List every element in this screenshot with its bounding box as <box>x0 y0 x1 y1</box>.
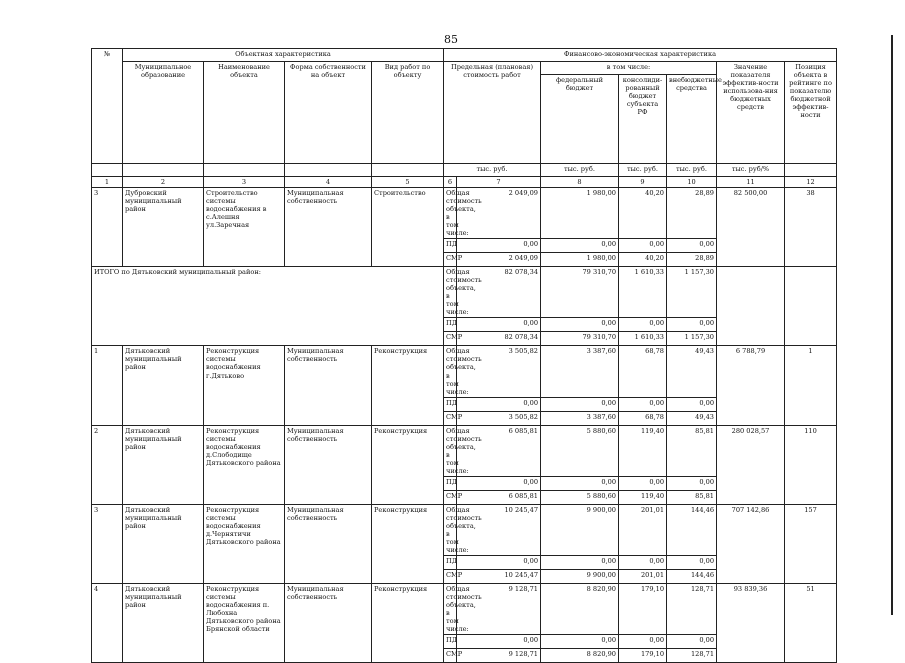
row-number: 2 <box>92 425 123 504</box>
row-object-name: Реконструкция системы водоснабжения г.Дятьково <box>204 346 285 425</box>
row-pd-value: 0,00 <box>541 239 619 253</box>
row-number: 4 <box>92 583 123 662</box>
row-label-smr: СМР <box>444 253 457 267</box>
row-label-smr: СМР <box>444 411 457 425</box>
row-number: 3 <box>92 504 123 583</box>
row-total-value: 201,01 <box>619 504 667 555</box>
unit-federal: тыс. руб. <box>541 164 619 177</box>
row-pd-value: 0,00 <box>667 239 717 253</box>
row-municipality: Дятьковский муниципальный район <box>123 425 204 504</box>
itogo-smr-value: 1 610,33 <box>619 332 667 346</box>
itogo-pd-value: 0,00 <box>541 318 619 332</box>
itogo-total-value: 82 078,34 <box>457 267 541 318</box>
itogo-smr-value: 82 078,34 <box>457 332 541 346</box>
row-pd-value: 0,00 <box>457 397 541 411</box>
row-pd-value: 0,00 <box>457 555 541 569</box>
row-label-total: Общая стоимость объекта, в том числе: <box>444 346 457 397</box>
row-smr-value: 3 505,82 <box>457 411 541 425</box>
row-pd-value: 0,00 <box>457 239 541 253</box>
row-total-value: 28,89 <box>667 188 717 239</box>
row-municipality: Дятьковский муниципальный район <box>123 504 204 583</box>
itogo-total-value: 1 610,33 <box>619 267 667 318</box>
row-work-type: Реконструкция <box>372 346 444 425</box>
row-label-total: Общая стоимость объекта, в том числе: <box>444 583 457 634</box>
header-extrabudget: внебюджетные средства <box>667 75 717 164</box>
row-smr-value: 128,71 <box>667 649 717 663</box>
row-work-type: Строительство <box>372 188 444 267</box>
row-rating: 157 <box>785 504 837 583</box>
row-efficiency: 707 142,86 <box>717 504 785 583</box>
itogo-smr-value: 1 157,30 <box>667 332 717 346</box>
row-pd-value: 0,00 <box>457 635 541 649</box>
col-number: 6 <box>444 177 457 188</box>
row-efficiency: 280 028,57 <box>717 425 785 504</box>
header-ownership: Форма собственности на объект <box>285 62 372 164</box>
row-object-name: Реконструкция системы водоснабжения п. Любохна Дятьковского района Брянской области <box>204 583 285 662</box>
row-label-total: Общая стоимость объекта, в том числе: <box>444 188 457 239</box>
row-pd-value: 0,00 <box>619 635 667 649</box>
row-object-name: Реконструкция системы водоснабжения д.Слободище Дятьковского района <box>204 425 285 504</box>
row-total-value: 3 387,60 <box>541 346 619 397</box>
row-smr-value: 85,81 <box>667 490 717 504</box>
row-label-total: Общая стоимость объекта, в том числе: <box>444 425 457 476</box>
row-smr-value: 179,10 <box>619 649 667 663</box>
row-smr-value: 28,89 <box>667 253 717 267</box>
row-label-pd: ПД <box>444 397 457 411</box>
unit-cost: тыс. руб. <box>444 164 541 177</box>
row-total-value: 9 900,00 <box>541 504 619 555</box>
itogo-smr-value: 79 310,70 <box>541 332 619 346</box>
row-pd-value: 0,00 <box>619 397 667 411</box>
row-object-name: Строительство системы водоснабжения в с.Алешня ул.Заречная <box>204 188 285 267</box>
row-number: 1 <box>92 346 123 425</box>
col-number: 2 <box>123 177 204 188</box>
unit-consolidated: тыс. руб. <box>619 164 667 177</box>
col-number: 11 <box>717 177 785 188</box>
row-object-name: Реконструкция системы водоснабжения д.Чернятичи Дятьковского района <box>204 504 285 583</box>
row-smr-value: 119,40 <box>619 490 667 504</box>
row-municipality: Дятьковский муниципальный район <box>123 346 204 425</box>
page-number: 85 <box>444 33 458 46</box>
row-pd-value: 0,00 <box>619 239 667 253</box>
row-pd-value: 0,00 <box>457 476 541 490</box>
row-label-smr: СМР <box>444 332 457 346</box>
row-total-value: 119,40 <box>619 425 667 476</box>
row-pd-value: 0,00 <box>541 555 619 569</box>
row-pd-value: 0,00 <box>541 635 619 649</box>
row-label-smr: СМР <box>444 569 457 583</box>
header-including: в том числе: <box>541 62 717 75</box>
col-number: 1 <box>92 177 123 188</box>
row-label-pd: ПД <box>444 239 457 253</box>
row-total-value: 3 505,82 <box>457 346 541 397</box>
row-label-pd: ПД <box>444 476 457 490</box>
table-row <box>92 188 837 239</box>
row-total-value: 6 085,81 <box>457 425 541 476</box>
row-label-pd: ПД <box>444 555 457 569</box>
row-label-pd: ПД <box>444 318 457 332</box>
table-row <box>92 425 837 476</box>
row-label-total: Общая стоимость объекта, в том числе: <box>444 504 457 555</box>
row-smr-value: 9 900,00 <box>541 569 619 583</box>
row-work-type: Реконструкция <box>372 425 444 504</box>
row-smr-value: 10 245,47 <box>457 569 541 583</box>
row-ownership: Муниципальная собственность <box>285 583 372 662</box>
itogo-pd-value: 0,00 <box>667 318 717 332</box>
row-total-value: 40,20 <box>619 188 667 239</box>
table-row <box>92 504 837 555</box>
header-object-name: Наименование объекта <box>204 62 285 164</box>
financial-table <box>91 48 837 663</box>
row-pd-value: 0,00 <box>667 555 717 569</box>
col-number: 12 <box>785 177 837 188</box>
unit-extrabudget: тыс. руб. <box>667 164 717 177</box>
row-pd-value: 0,00 <box>619 555 667 569</box>
row-rating: 110 <box>785 425 837 504</box>
row-rating: 38 <box>785 188 837 267</box>
col-number: 9 <box>619 177 667 188</box>
table-row <box>92 583 837 634</box>
row-label-smr: СМР <box>444 490 457 504</box>
row-smr-value: 5 880,60 <box>541 490 619 504</box>
row-rating: 1 <box>785 346 837 425</box>
col-number: 7 <box>457 177 541 188</box>
row-rating: 51 <box>785 583 837 662</box>
row-ownership: Муниципальная собственность <box>285 188 372 267</box>
header-consolidated: консолиди-рованный бюджет субъекта РФ <box>619 75 667 164</box>
itogo-total-value: 79 310,70 <box>541 267 619 318</box>
row-label-total: Общая стоимость объекта, в том числе: <box>444 267 457 318</box>
header-rating: Позиция объекта в рейтинге по показателю бюджетной эффектив-ности <box>785 62 837 164</box>
col-number: 8 <box>541 177 619 188</box>
row-smr-value: 201,01 <box>619 569 667 583</box>
col-number: 3 <box>204 177 285 188</box>
row-efficiency: 6 788,79 <box>717 346 785 425</box>
row-efficiency: 82 500,00 <box>717 188 785 267</box>
row-total-value: 9 128,71 <box>457 583 541 634</box>
row-work-type: Реконструкция <box>372 583 444 662</box>
row-smr-value: 40,20 <box>619 253 667 267</box>
table-row-total <box>92 267 837 318</box>
row-number: 3 <box>92 188 123 267</box>
row-label-pd: ПД <box>444 635 457 649</box>
row-total-value: 5 880,60 <box>541 425 619 476</box>
table-row <box>92 346 837 397</box>
row-smr-value: 49,43 <box>667 411 717 425</box>
row-smr-value: 9 128,71 <box>457 649 541 663</box>
itogo-total-value: 1 157,30 <box>667 267 717 318</box>
header-federal: федеральный бюджет <box>541 75 619 164</box>
header-max-cost: Предельная (плановая) стоимость работ <box>444 62 541 164</box>
row-total-value: 179,10 <box>619 583 667 634</box>
itogo-pd-value: 0,00 <box>619 318 667 332</box>
header-object-group: Объектная характеристика <box>123 49 444 62</box>
row-total-value: 85,81 <box>667 425 717 476</box>
col-number: 5 <box>372 177 444 188</box>
row-pd-value: 0,00 <box>667 397 717 411</box>
row-ownership: Муниципальная собственность <box>285 425 372 504</box>
row-total-value: 144,46 <box>667 504 717 555</box>
row-pd-value: 0,00 <box>619 476 667 490</box>
row-ownership: Муниципальная собственность <box>285 504 372 583</box>
row-smr-value: 8 820,90 <box>541 649 619 663</box>
unit-efficiency: тыс. руб/% <box>717 164 785 177</box>
col-number: 4 <box>285 177 372 188</box>
row-smr-value: 2 049,09 <box>457 253 541 267</box>
row-efficiency: 93 839,36 <box>717 583 785 662</box>
row-municipality: Дубровский муниципальный район <box>123 188 204 267</box>
row-smr-value: 6 085,81 <box>457 490 541 504</box>
row-label-smr: СМР <box>444 649 457 663</box>
row-pd-value: 0,00 <box>667 476 717 490</box>
row-total-value: 2 049,09 <box>457 188 541 239</box>
row-municipality: Дятьковский муниципальный район <box>123 583 204 662</box>
col-number: 10 <box>667 177 717 188</box>
itogo-label: ИТОГО по Дятьковский муниципальный район: <box>92 267 444 346</box>
row-total-value: 1 980,00 <box>541 188 619 239</box>
row-total-value: 49,43 <box>667 346 717 397</box>
itogo-pd-value: 0,00 <box>457 318 541 332</box>
row-total-value: 128,71 <box>667 583 717 634</box>
row-ownership: Муниципальная собственность <box>285 346 372 425</box>
row-smr-value: 1 980,00 <box>541 253 619 267</box>
header-municipality: Муниципальное образование <box>123 62 204 164</box>
row-smr-value: 144,46 <box>667 569 717 583</box>
header-efficiency: Значение показателя эффектив-ности использова-ния бюджетных средств <box>717 62 785 164</box>
header-work-type: Вид работ по объекту <box>372 62 444 164</box>
header-num: № <box>92 49 123 164</box>
row-total-value: 68,78 <box>619 346 667 397</box>
page-edge <box>891 35 893 615</box>
row-pd-value: 0,00 <box>541 476 619 490</box>
row-total-value: 10 245,47 <box>457 504 541 555</box>
header-finance-group: Финансово-экономическая характеристика <box>444 49 837 62</box>
row-total-value: 8 820,90 <box>541 583 619 634</box>
row-pd-value: 0,00 <box>541 397 619 411</box>
row-smr-value: 3 387,60 <box>541 411 619 425</box>
row-work-type: Реконструкция <box>372 504 444 583</box>
row-pd-value: 0,00 <box>667 635 717 649</box>
row-smr-value: 68,78 <box>619 411 667 425</box>
